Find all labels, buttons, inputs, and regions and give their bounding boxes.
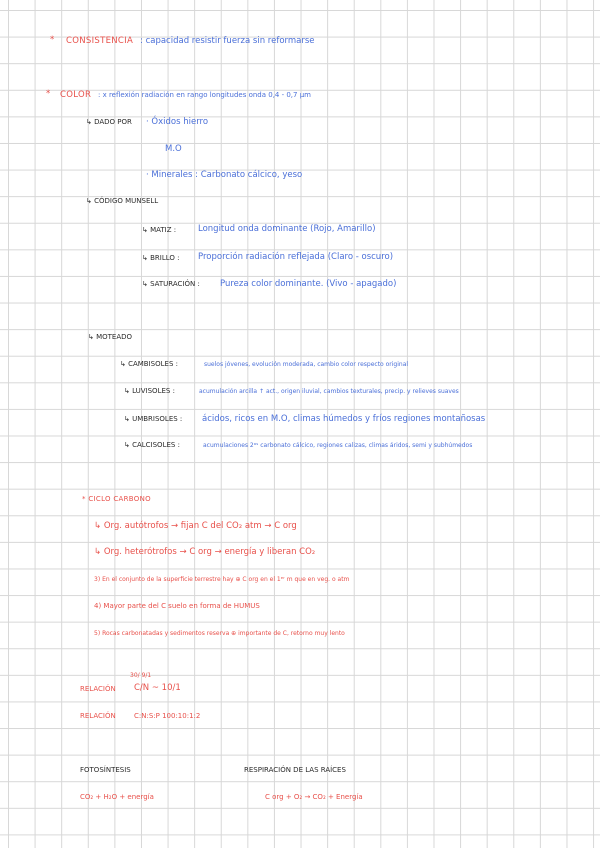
color-bullet: * (46, 89, 51, 99)
dado-por-item: · Minerales : Carbonato cálcico, yeso (146, 170, 303, 180)
umbrisoles-key: ↳ UMBRISOLES : (124, 415, 183, 423)
brillo-value: Proporción radiación reflejada (Claro - oscuro) (198, 252, 394, 262)
ciclo-item: 3) En el conjunto de la superficie terrestre hay ⊕ C org en el 1ᵉʳ m que en veg. o atm (94, 576, 350, 583)
dado-por-item: · Óxidos hierro (146, 117, 209, 127)
ciclo-item: ↳ Org. autótrofos → fijan C del CO₂ atm → C org (94, 521, 297, 531)
respiracion-title: RESPIRACIÓN DE LAS RAÍCES (244, 766, 346, 774)
relacion-superscript: 30/ 9/1 (130, 672, 152, 679)
relacion-cnsp-label: RELACIÓN (80, 712, 116, 720)
calcisoles-value: acumulaciones 2ᵃˢ carbonato cálcico, regiones calizas, climas áridos, semi y subhúmedos (203, 442, 473, 449)
ciclo-item: ↳ Org. heterótrofos → C org → energía y liberan CO₂ (94, 547, 316, 557)
umbrisoles-value: ácidos, ricos en M.O, climas húmedos y fríos regiones montañosas (202, 414, 486, 424)
fotosintesis-title: FOTOSÍNTESIS (80, 766, 131, 774)
luvisoles-key: ↳ LUVISOLES : (124, 387, 175, 395)
consistencia-bullet: * (50, 35, 55, 45)
ciclo-item: 5) Rocas carbonatadas y sedimentos reserva ⊕ importante de C, retorno muy lento (94, 630, 345, 637)
fotosintesis-equation: CO₂ + H₂O + energía (80, 793, 154, 801)
respiracion-equation: C org + O₂ → CO₂ + Energía (265, 793, 363, 801)
saturacion-value: Pureza color dominante. (Vivo - apagado) (220, 279, 397, 289)
cambisoles-value: suelos jóvenes, evolución moderada, cambio color respecto original (204, 361, 409, 368)
brillo-key: ↳ BRILLO : (142, 254, 180, 262)
matiz-key: ↳ MATIZ : (142, 226, 177, 234)
ciclo-carbono-title: * CICLO CARBONO (82, 495, 151, 503)
dado-por-item: M.O (165, 144, 182, 154)
color-title: COLOR (60, 90, 92, 100)
saturacion-key: ↳ SATURACIÓN : (142, 280, 200, 288)
consistencia-text: : capacidad resistir fuerza sin reformarse (140, 36, 315, 46)
ciclo-item: 4) Mayor parte del C suelo en forma de HUMUS (94, 602, 260, 610)
matiz-value: Longitud onda dominante (Rojo, Amarillo) (198, 224, 376, 234)
relacion-cn-value: C/N ~ 10/1 (134, 683, 181, 693)
codigo-munsell-label: ↳ CÓDIGO MUNSELL (86, 197, 159, 205)
calcisoles-key: ↳ CALCISOLES : (124, 441, 180, 449)
dado-por-label: ↳ DADO POR (86, 118, 132, 126)
moteado-label: ↳ MOTEADO (88, 333, 133, 341)
consistencia-title: CONSISTENCIA (66, 36, 134, 46)
color-text: : x reflexión radiación en rango longitudes onda 0,4 - 0,7 μm (98, 91, 311, 99)
cambisoles-key: ↳ CAMBISOLES : (120, 360, 178, 368)
relacion-cnsp-value: C:N:S:P 100:10:1:2 (134, 712, 201, 720)
relacion-cn-label: RELACIÓN (80, 685, 116, 693)
luvisoles-value: acumulación arcilla ↑ act., origen iluvial, cambios texturales, precip. y relieves suaves (199, 388, 459, 395)
